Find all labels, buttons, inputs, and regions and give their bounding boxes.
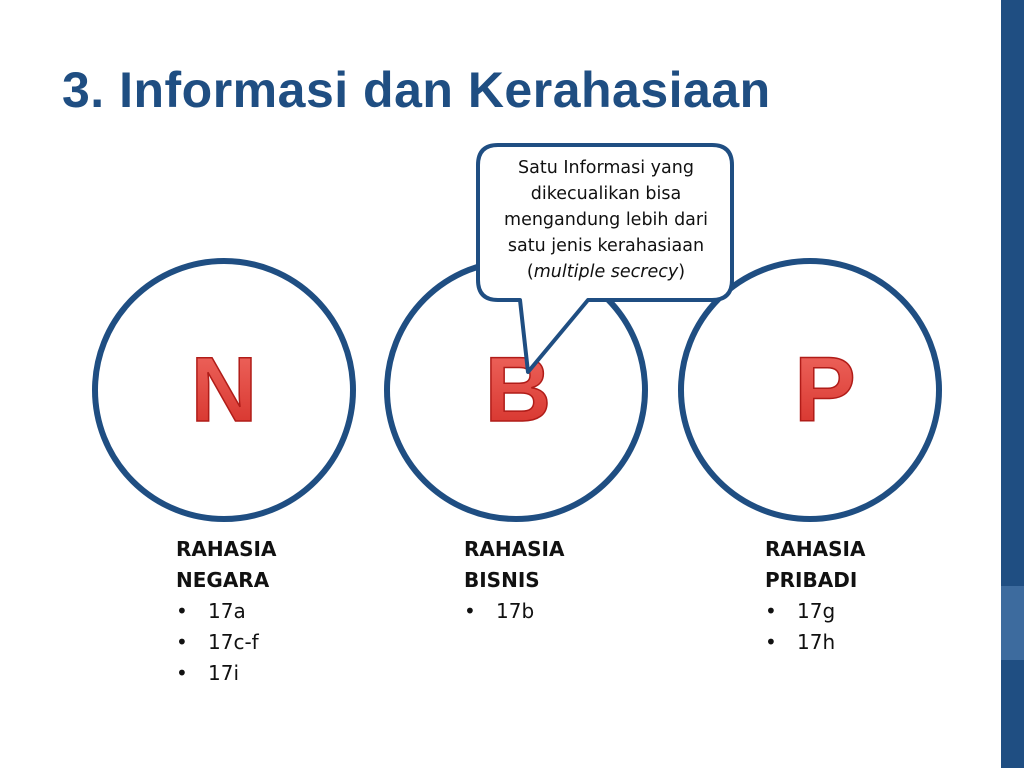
bullet-icon: •	[176, 599, 188, 623]
bullet-icon: •	[765, 599, 777, 623]
callout-text	[484, 155, 728, 285]
list-item	[176, 627, 276, 658]
column-heading: RAHASIA	[176, 537, 277, 561]
item-text: 17g	[797, 599, 836, 623]
list-item	[765, 596, 865, 627]
item-text: 17i	[208, 661, 240, 685]
column-rahasia-bisnis	[464, 534, 564, 627]
item-list	[765, 596, 865, 658]
open-paren: (	[526, 262, 534, 282]
bullet-icon: •	[765, 630, 777, 654]
item-list	[176, 596, 276, 689]
letter-n: N	[190, 339, 258, 441]
close-paren: )	[678, 262, 686, 282]
letter-p: P	[794, 339, 856, 441]
column-heading: PRIBADI	[765, 568, 858, 592]
column-heading: BISNIS	[464, 568, 540, 592]
list-item	[765, 627, 865, 658]
item-list	[464, 596, 564, 627]
item-text: 17h	[797, 630, 836, 654]
column-rahasia-pribadi	[765, 534, 865, 658]
item-text: 17a	[208, 599, 246, 623]
item-text: 17b	[496, 599, 535, 623]
callout-line: satu jenis kerahasiaan	[507, 236, 705, 256]
bullet-icon: •	[464, 599, 476, 623]
callout-line: dikecualikan bisa	[530, 184, 682, 204]
callout-italic: multiple secrecy	[533, 262, 679, 282]
callout-line	[484, 259, 728, 285]
column-rahasia-negara	[176, 534, 276, 689]
callout-line: Satu Informasi yang	[518, 158, 694, 178]
list-item	[176, 596, 276, 627]
column-heading: NEGARA	[176, 568, 270, 592]
column-heading: RAHASIA	[464, 537, 565, 561]
bullet-icon: •	[176, 661, 188, 685]
callout-line: mengandung lebih dari	[504, 210, 708, 230]
list-item	[464, 596, 564, 627]
sidebar-accent	[1001, 586, 1024, 660]
column-heading: RAHASIA	[765, 537, 866, 561]
slide-title: 3. Informasi dan Kerahasiaan	[62, 62, 771, 118]
list-item	[176, 658, 276, 689]
bullet-icon: •	[176, 630, 188, 654]
item-text: 17c-f	[208, 630, 259, 654]
letter-b: B	[484, 339, 552, 441]
